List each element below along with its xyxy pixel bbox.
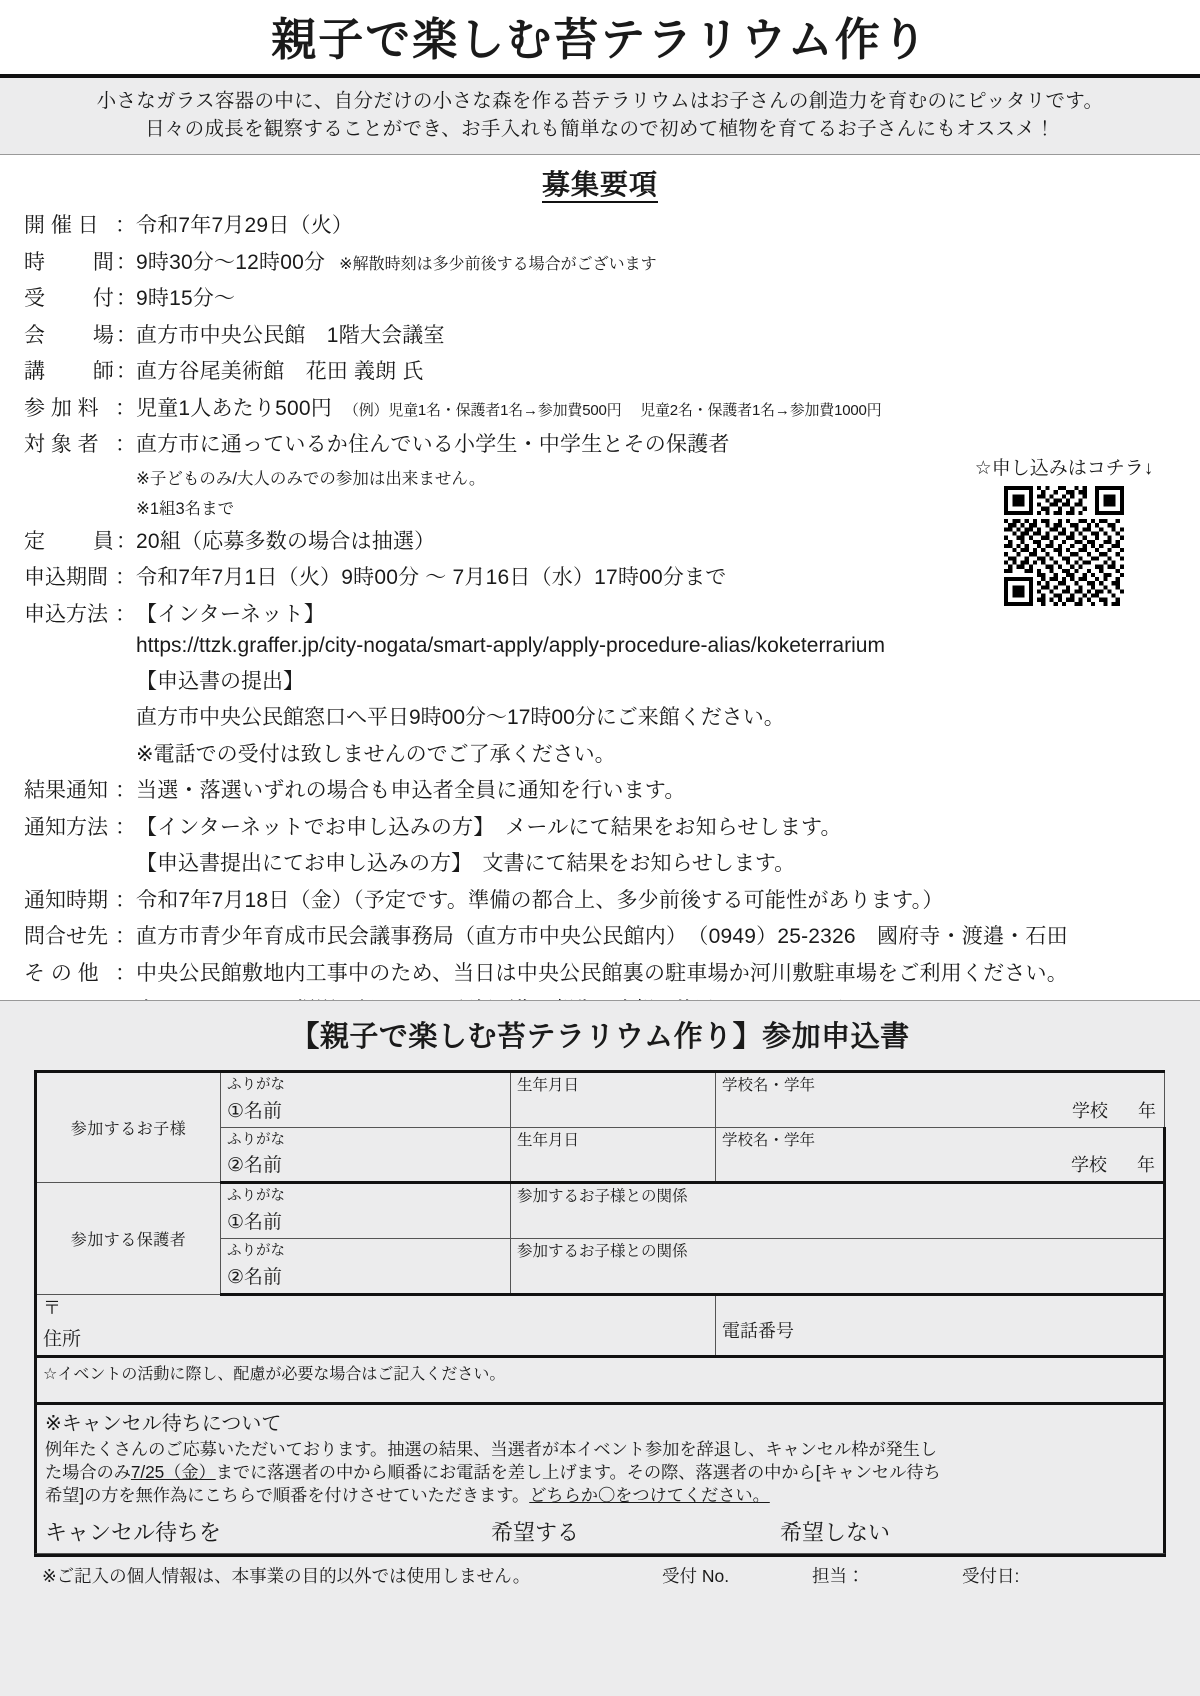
qr-caption: ☆申し込みはコチラ↓ — [974, 458, 1154, 480]
cancel-choice-lead: キャンセル待ちを — [45, 1519, 222, 1545]
guardian1-name-cell[interactable] — [221, 1183, 511, 1239]
cancel-line-1: 例年たくさんのご応募いただいております。抽選の結果、当選者が本イベント参加を辞退し、キャンセル枠が発生し — [45, 1438, 938, 1459]
section-heading — [0, 163, 1200, 203]
table-row — [36, 1356, 1165, 1402]
detail-label: 講 師 ： — [24, 360, 137, 384]
detail-row-fee — [24, 392, 1178, 422]
child1-school-cell[interactable] — [716, 1072, 1165, 1128]
detail-value: 直方市に通っているか住んでいる小学生・中学生とその保護者 — [136, 433, 730, 457]
intro-line-1: 小さなガラス容器の中に、自分だけの小さな森を作る苔テラリウムはお子さんの創造力を育むのにピッタリです。 — [96, 89, 1104, 112]
guardian1-relation-cell[interactable] — [511, 1183, 1165, 1239]
detail-row-notice-method — [24, 811, 1178, 841]
name-label: ②名前 — [227, 1266, 283, 1288]
table-row — [36, 1183, 1165, 1239]
detail-value: 令和7年7月1日（火）9時00分 ～ 7月16日（水）17時00分まで — [136, 566, 727, 590]
furigana-label: ふりがな — [227, 1188, 285, 1205]
detail-label: 受 付 ： — [24, 287, 137, 311]
table-row — [36, 1072, 1165, 1128]
child2-school-cell[interactable] — [716, 1127, 1165, 1183]
phone-label: 電話番号 — [722, 1320, 794, 1341]
details-list — [0, 209, 1200, 1022]
detail-value: 児童1人あたり500円 （例）児童1名・保護者1名→参加費500円 児童2名・保護者1名→参加費1000円 — [136, 396, 882, 420]
qr-block — [954, 453, 1174, 606]
detail-label: 時 間 ： — [24, 250, 137, 274]
school-unit-label: 学校 — [1072, 1100, 1108, 1121]
detail-value: 中央公民館敷地内工事中のため、当日は中央公民館裏の駐車場か河川敷駐車場をご利用ください。 — [136, 961, 1068, 985]
detail-value: 令和7年7月18日（金）（予定です。準備の都合上、多少前後する可能性があります。） — [136, 888, 944, 912]
detail-label: そ の 他 ： — [24, 961, 136, 985]
consideration-note-label: ☆イベントの活動に際し、配慮が必要な場合はご記入ください。 — [43, 1365, 506, 1383]
detail-label: 問合せ先 ： — [24, 925, 136, 949]
cancel-line-3: 希望]の方を無作為にこちらで順番を付けさせていただきます。どちらか〇をつけてください。 — [45, 1484, 770, 1505]
birthdate-label: 生年月日 — [517, 1077, 580, 1094]
detail-row-venue — [24, 319, 1178, 349]
child1-birthdate-cell[interactable] — [511, 1072, 716, 1128]
year-unit-label: 年 — [1138, 1100, 1156, 1121]
staff-label[interactable]: 担当： — [812, 1565, 865, 1586]
detail-row-other — [24, 957, 1178, 987]
detail-label: 申込方法 ： — [24, 602, 136, 626]
detail-value: 当選・落選いずれの場合も申込者全員に通知を行います。 — [136, 779, 686, 803]
detail-value: 20組（応募多数の場合は抽選） — [136, 529, 436, 553]
target-note-1: ※子どものみ/大人のみでの参加は出来ません。 — [136, 469, 486, 488]
detail-note: ※解散時刻は多少前後する場合がございます — [339, 255, 657, 273]
apply-paper-detail: 直方市中央公民館窓口へ平日9時00分～17時00分にご来館ください。 — [136, 706, 785, 730]
phone-cell[interactable] — [716, 1294, 1165, 1356]
detail-label: 対 象 者 ： — [24, 433, 136, 457]
furigana-label: ふりがな — [227, 1131, 285, 1148]
relation-label: 参加するお子様との関係 — [517, 1242, 688, 1260]
furigana-label: ふりがな — [227, 1077, 285, 1093]
cancel-line-2: た場合のみ7/25（金）までに落選者の中から順番にお電話を差し上げます。その際、落選者の中から[キャンセル待ち — [45, 1461, 941, 1482]
school-unit-label: 学校 — [1071, 1155, 1107, 1176]
detail-label: 開 催 日 ： — [24, 214, 136, 238]
detail-label: 定 員 ： — [24, 529, 137, 553]
detail-value: 直方谷尾美術館 花田 義朗 氏 — [136, 360, 424, 384]
receipt-date-label[interactable]: 受付日: — [962, 1565, 1020, 1586]
year-unit-label: 年 — [1137, 1155, 1155, 1176]
address-label: 住所 — [43, 1329, 82, 1351]
cancel-instruction: どちらか〇をつけてください。 — [529, 1484, 770, 1505]
furigana-label: ふりがな — [227, 1242, 285, 1259]
birthdate-label: 生年月日 — [517, 1131, 580, 1149]
guardian2-relation-cell[interactable] — [511, 1238, 1165, 1294]
detail-label: 結果通知 ： — [24, 779, 136, 803]
detail-value: 【インターネット】 — [136, 602, 325, 626]
cancel-waitlist-box — [34, 1402, 1166, 1554]
detail-row-contact — [24, 920, 1178, 950]
detail-label: 通知時期 ： — [24, 888, 136, 912]
child2-name-cell[interactable] — [221, 1127, 511, 1183]
fee-example: （例）児童1名・保護者1名→参加費500円 児童2名・保護者1名→参加費1000円 — [343, 401, 882, 419]
cancel-choice-yes[interactable]: 希望する — [490, 1519, 579, 1545]
intro-block — [0, 78, 1200, 156]
receipt-no-label[interactable]: 受付 No. — [662, 1565, 730, 1586]
child1-name-cell[interactable] — [221, 1072, 511, 1128]
detail-value: 直方市中央公民館 1階大会議室 — [136, 323, 445, 347]
detail-label: 会 場 ： — [24, 323, 137, 347]
qr-code-icon[interactable] — [1004, 486, 1124, 606]
title-band — [0, 0, 1200, 74]
cancel-title: ※キャンセル待ちについて — [45, 1412, 282, 1435]
relation-label: 参加するお子様との関係 — [517, 1188, 688, 1206]
apply-paper-heading: 【申込書の提出】 — [136, 669, 304, 693]
detail-value: 【インターネットでお申し込みの方】 メールにて結果をお知らせします。 — [136, 815, 842, 839]
detail-row-reception — [24, 282, 1178, 312]
intro-line-2: 日々の成長を観察することができ、お手入れも簡単なので初めて植物を育てるお子さんにもオススメ！ — [145, 118, 1055, 141]
application-table — [34, 1070, 1166, 1403]
detail-value: 9時30分～12時00分 ※解散時刻は多少前後する場合がございます — [136, 250, 657, 274]
detail-row-result-notice — [24, 774, 1178, 804]
child-category-cell: 参加するお子様 — [36, 1072, 221, 1183]
postal-mark-label: 〒 — [43, 1297, 61, 1318]
form-title: 【親子で楽しむ苔テラリウム作り】参加申込書 — [290, 1021, 910, 1053]
name-label: ①名前 — [227, 1212, 283, 1234]
apply-url[interactable]: https://ttzk.graffer.jp/city-nogata/smart-apply/apply-procedure-alias/koketerrarium — [136, 634, 885, 658]
table-row — [36, 1294, 1165, 1356]
detail-value: 令和7年7月29日（火） — [136, 214, 354, 238]
section-heading-text: 募集要項 — [542, 169, 658, 203]
detail-label: 申込期間 ： — [24, 566, 136, 590]
cancel-choice-row — [45, 1516, 1155, 1551]
detail-row-time — [24, 246, 1178, 276]
target-note-2: ※1組3名まで — [136, 499, 235, 518]
address-cell[interactable] — [36, 1294, 716, 1356]
privacy-note: ※ご記入の個人情報は、本事業の目的以外では使用しません。 — [42, 1565, 531, 1586]
notice-method-paper: 【申込書提出にてお申し込みの方】 文書にて結果をお知らせします。 — [136, 852, 796, 876]
cancel-deadline: 7/25（金） — [130, 1461, 216, 1482]
child2-birthdate-cell[interactable] — [511, 1127, 716, 1183]
detail-row-notice-date — [24, 884, 1178, 914]
name-label: ②名前 — [227, 1155, 283, 1177]
apply-phone-note: ※電話での受付は致しませんのでご了承ください。 — [136, 742, 616, 766]
cancel-choice-no[interactable]: 希望しない — [779, 1519, 890, 1545]
detail-row-date — [24, 209, 1178, 239]
form-footer — [34, 1554, 1166, 1588]
guardian-category-cell: 参加する保護者 — [36, 1183, 221, 1294]
detail-label: 通知方法 ： — [24, 815, 136, 839]
detail-value: 9時15分～ — [136, 287, 236, 311]
school-grade-label: 学校名・学年 — [722, 1131, 816, 1149]
guardian2-name-cell[interactable] — [221, 1238, 511, 1294]
detail-value: 直方市青少年育成市民会議事務局（直方市中央公民館内） （0949）25-2326 國府寺・渡邉・石田 — [136, 925, 1068, 949]
name-label: ①名前 — [227, 1100, 283, 1122]
consideration-cell[interactable] — [36, 1356, 1165, 1402]
detail-row-instructor — [24, 355, 1178, 385]
application-form-section — [0, 1000, 1200, 1696]
school-grade-label: 学校名・学年 — [722, 1077, 816, 1094]
detail-label: 参 加 料 ： — [24, 396, 136, 420]
page-title: 親子で楽しむ苔テラリウム作り — [271, 14, 929, 65]
